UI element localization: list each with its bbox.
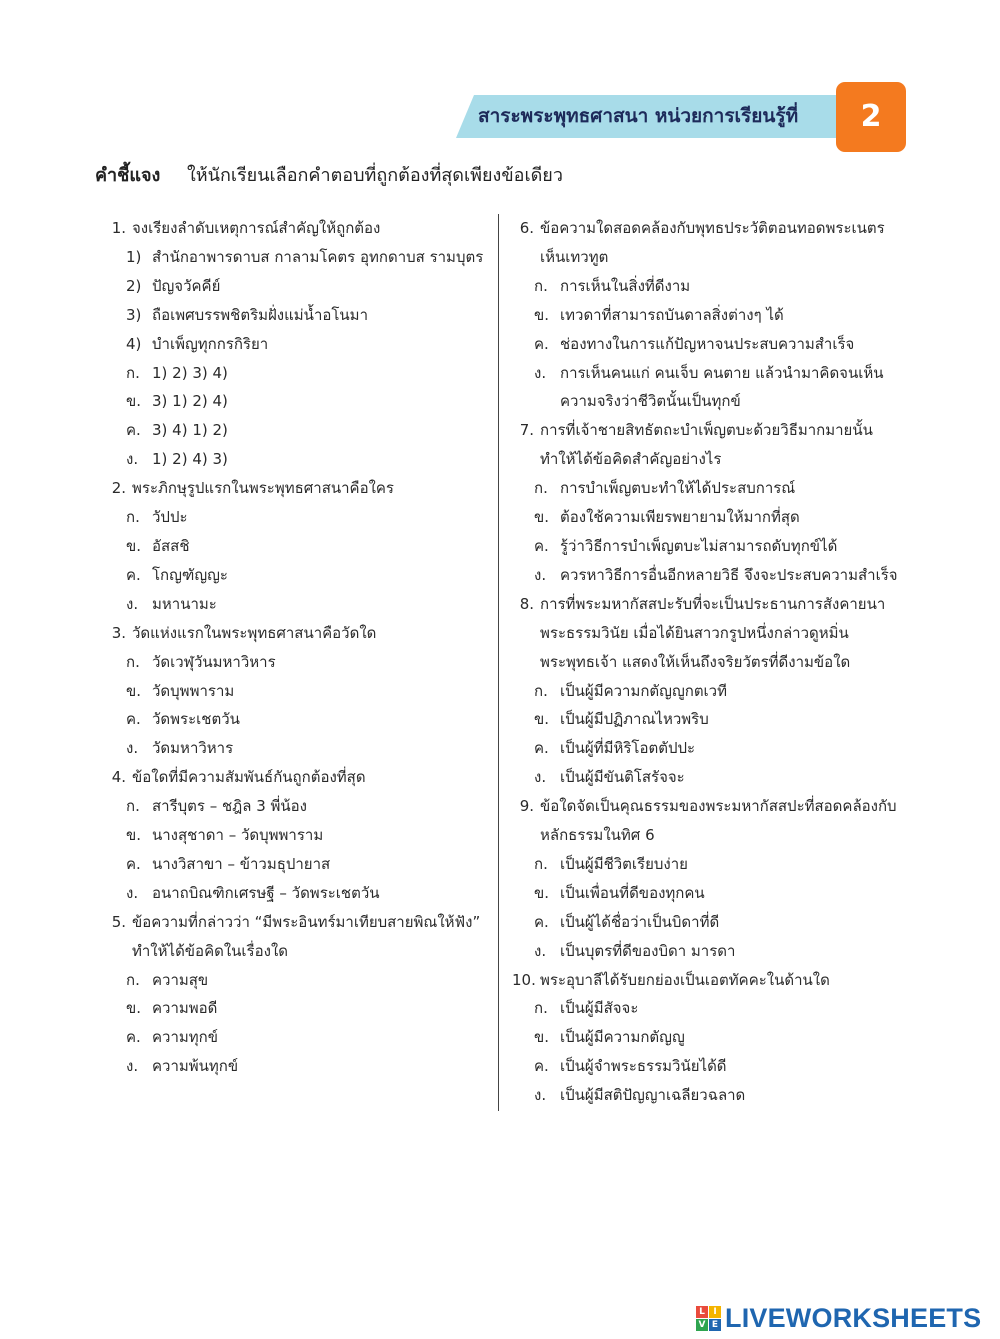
answer-option: [104, 821, 494, 850]
answer-option: [104, 445, 494, 474]
option-key: 4): [126, 334, 142, 353]
option-text: ความพ้นทุกข์: [152, 1057, 239, 1076]
option-key: 2): [126, 276, 142, 295]
option-text: วัดเวฬุวันมหาวิหาร: [152, 652, 276, 671]
answer-option: [104, 272, 494, 301]
question-number: 3.: [111, 623, 126, 642]
answer-option: [512, 677, 922, 706]
answer-option: [512, 532, 922, 561]
question-text: ข้อความที่กล่าวว่า “มีพระอินทร์มาเทียบสายพิณให้ฟัง”: [132, 912, 481, 931]
answer-option: [104, 532, 494, 561]
option-key: ข.: [126, 826, 142, 845]
unit-number-badge: 2: [836, 82, 906, 152]
option-text: 3) 1) 2) 4): [152, 392, 228, 411]
option-key: ก.: [126, 508, 140, 527]
watermark: [696, 1301, 981, 1335]
option-key: 1): [126, 247, 142, 266]
answer-option: [512, 1081, 922, 1110]
option-text: การบำเพ็ญตบะทำให้ได้ประสบการณ์: [560, 479, 796, 498]
option-key: ค.: [534, 334, 549, 353]
answer-option: [104, 590, 494, 619]
question-line: [512, 966, 922, 995]
question-text: ข้อใดจัดเป็นคุณธรรมของพระมหากัสสปะที่สอดคล้องกับ: [540, 797, 897, 816]
option-continuation: ความจริงว่าชีวิตนั้นเป็นทุกข์: [560, 392, 741, 411]
question-number: 6.: [519, 219, 534, 237]
option-text: วัดมหาวิหาร: [152, 739, 234, 758]
question-number: 8.: [519, 594, 534, 613]
question-line: [512, 214, 922, 243]
option-text: บำเพ็ญทุกกรกิริยา: [152, 334, 269, 353]
option-key: ค.: [534, 1057, 549, 1076]
option-text: อนาถบิณฑิกเศรษฐี – วัดพระเชตวัน: [152, 883, 380, 902]
answer-option: [104, 966, 494, 995]
option-key: ง.: [126, 1057, 139, 1076]
question-number: 4.: [111, 768, 126, 787]
option-text: วัปปะ: [152, 508, 188, 527]
option-text: เป็นผู้มีขันติโสรัจจะ: [560, 768, 685, 787]
answer-option: [104, 648, 494, 677]
option-key: ค.: [126, 854, 141, 873]
option-key: ง.: [126, 594, 139, 613]
option-key: ง.: [534, 941, 547, 960]
question-text: ข้อความใดสอดคล้องกับพุทธประวัติตอนทอดพระเนตร: [540, 219, 885, 237]
question-text: การที่เจ้าชายสิทธัตถะบำเพ็ญตบะด้วยวิธีมากมายนั้น: [540, 421, 873, 440]
answer-option: [104, 705, 494, 734]
question-number: 7.: [519, 421, 534, 440]
option-key: ค.: [126, 565, 141, 584]
option-text: การเห็นในสิ่งที่ดีงาม: [560, 276, 691, 295]
option-key: ค.: [126, 1028, 141, 1047]
option-key: ก.: [534, 276, 548, 295]
option-text: เป็นผู้ที่มีหิริโอตตัปปะ: [560, 739, 696, 758]
option-text: อัสสชิ: [152, 536, 190, 555]
answer-option: [104, 1023, 494, 1052]
option-key: ก.: [534, 854, 548, 873]
answer-option: [512, 763, 922, 792]
instructions-text: ให้นักเรียนเลือกคำตอบที่ถูกต้องที่สุดเพียงข้อเดียว: [187, 165, 563, 186]
question-number: 5.: [111, 912, 126, 931]
option-key: ง.: [534, 363, 547, 382]
question-line: [512, 590, 922, 619]
option-text: ความพอดี: [152, 999, 218, 1018]
answer-option: [512, 474, 922, 503]
answer-option: [512, 994, 922, 1023]
option-text: วัดบุพพาราม: [152, 681, 235, 700]
question-column-left: [104, 214, 494, 1081]
option-key: ข.: [126, 392, 142, 411]
answer-option: [104, 503, 494, 532]
option-text: เป็นเพื่อนที่ดีของทุกคน: [560, 883, 705, 902]
option-key: ข.: [534, 305, 550, 324]
answer-option: [512, 272, 922, 301]
option-text: เป็นผู้มีสัจจะ: [560, 999, 639, 1018]
option-text: นางวิสาขา – ข้าวมธุปายาส: [152, 854, 331, 873]
question-continuation: ทำให้ได้ข้อคิดสำคัญอย่างไร: [540, 450, 722, 469]
question-text: พระภิกษุรูปแรกในพระพุทธศาสนาคือใคร: [132, 479, 394, 498]
option-key: ก.: [126, 652, 140, 671]
option-text: เป็นผู้มีความกตัญญู: [560, 1028, 685, 1047]
option-text: เทวดาที่สามารถบันดาลสิ่งต่างๆ ได้: [560, 305, 784, 324]
answer-option: [104, 994, 494, 1023]
question-line: [104, 214, 494, 243]
option-text: สารีบุตร – ชฎิล 3 พี่น้อง: [152, 797, 307, 816]
column-divider: [498, 214, 499, 1111]
option-key: ง.: [534, 768, 547, 787]
option-key: ค.: [534, 912, 549, 931]
question-text: จงเรียงลำดับเหตุการณ์สำคัญให้ถูกต้อง: [132, 219, 381, 237]
answer-option: [512, 908, 922, 937]
option-key: ข.: [126, 536, 142, 555]
option-key: ก.: [534, 681, 548, 700]
option-key: ง.: [534, 1086, 547, 1105]
option-key: ข.: [534, 1028, 550, 1047]
question-column-right: [512, 214, 922, 1110]
option-key: ข.: [534, 710, 550, 729]
question-line: [104, 474, 494, 503]
instructions-label: คำชี้แจง: [95, 165, 161, 186]
option-text: เป็นผู้มีชีวิตเรียบง่าย: [560, 854, 688, 873]
answer-option: [512, 1052, 922, 1081]
option-key: ค.: [534, 536, 549, 555]
option-text: เป็นผู้มีความกตัญญูกตเวที: [560, 681, 727, 700]
answer-option: [104, 677, 494, 706]
answer-option: [104, 387, 494, 416]
answer-option: [104, 792, 494, 821]
option-key: ข.: [126, 999, 142, 1018]
option-text: ถือเพศบรรพชิตริมฝั่งแม่น้ำอโนมา: [152, 305, 368, 324]
option-text: ความสุข: [152, 970, 209, 989]
option-text: ความทุกข์: [152, 1028, 218, 1047]
option-text: โกญฑัญญะ: [152, 565, 228, 584]
question-continuation: พระพุทธเจ้า แสดงให้เห็นถึงจริยวัตรที่ดีงามข้อใด: [540, 652, 851, 671]
question-continuation: ทำให้ได้ข้อคิดในเรื่องใด: [132, 941, 289, 960]
question-continuation: หลักธรรมในทิศ 6: [540, 826, 655, 845]
option-key: ง.: [126, 883, 139, 902]
question-continuation: เห็นเทวทูต: [540, 247, 609, 266]
option-text: การเห็นคนแก่ คนเจ็บ คนตาย แล้วนำมาคิดจนเห็น: [560, 363, 884, 382]
option-key: ก.: [534, 479, 548, 498]
option-text: ช่องทางในการแก้ปัญหาจนประสบความสำเร็จ: [560, 334, 855, 353]
option-key: ค.: [126, 710, 141, 729]
option-key: ก.: [534, 999, 548, 1018]
question-number: 9.: [519, 797, 534, 816]
question-number: 10.: [512, 970, 536, 989]
option-key: ง.: [126, 450, 139, 469]
question-text: วัดแห่งแรกในพระพุทธศาสนาคือวัดใด: [132, 623, 377, 642]
option-text: 1) 2) 4) 3): [152, 450, 228, 469]
answer-option: [104, 1052, 494, 1081]
option-key: ข.: [126, 681, 142, 700]
answer-option: [104, 243, 494, 272]
answer-option: [512, 879, 922, 908]
option-key: ง.: [534, 565, 547, 584]
option-text: 1) 2) 3) 4): [152, 363, 228, 382]
answer-option: [512, 503, 922, 532]
question-line: [512, 416, 922, 445]
answer-option: [104, 416, 494, 445]
answer-option: [512, 359, 922, 388]
subject-title: สาระพระพุทธศาสนา หน่วยการเรียนรู้ที่: [478, 105, 799, 127]
answer-option: [104, 734, 494, 763]
answer-option: [512, 1023, 922, 1052]
answer-option: [104, 301, 494, 330]
question-line: [104, 908, 494, 937]
question-line: [104, 619, 494, 648]
option-key: ข.: [534, 883, 550, 902]
option-text: เป็นผู้มีปฏิภาณไหวพริบ: [560, 710, 709, 729]
question-text: ข้อใดที่มีความสัมพันธ์กันถูกต้องที่สุด: [132, 768, 366, 787]
instructions: [95, 160, 563, 189]
answer-option: [512, 705, 922, 734]
option-key: ก.: [126, 797, 140, 816]
option-text: ควรหาวิธีการอื่นอีกหลายวิธี จึงจะประสบความสำเร็จ: [560, 565, 898, 584]
question-line: [512, 792, 922, 821]
question-continuation: พระธรรมวินัย เมื่อได้ยินสาวกรูปหนึ่งกล่าวดูหมิ่น: [540, 623, 849, 642]
option-text: นางสุชาดา – วัดบุพพาราม: [152, 826, 324, 845]
answer-option: [512, 301, 922, 330]
answer-option: [512, 937, 922, 966]
answer-option: [104, 330, 494, 359]
option-text: วัดพระเชตวัน: [152, 710, 240, 729]
option-text: ปัญจวัคคีย์: [152, 276, 221, 295]
option-key: ก.: [126, 970, 140, 989]
option-text: รู้ว่าวิธีการบำเพ็ญตบะไม่สามารถดับทุกข์ได้: [560, 536, 838, 555]
option-key: ก.: [126, 363, 140, 382]
option-key: ค.: [534, 739, 549, 758]
option-text: ต้องใช้ความเพียรพยายามให้มากที่สุด: [560, 508, 800, 527]
option-text: เป็นผู้มีสติปัญญาเฉลียวฉลาด: [560, 1086, 746, 1105]
option-text: เป็นผู้ได้ชื่อว่าเป็นบิดาที่ดี: [560, 912, 720, 931]
answer-option: [104, 561, 494, 590]
answer-option: [104, 850, 494, 879]
question-number: 2.: [111, 479, 126, 498]
option-text: สำนักอาพารดาบส กาลามโคตร อุทกดาบส รามบุตร: [152, 247, 484, 266]
question-number: 1.: [111, 219, 126, 237]
option-text: มหานามะ: [152, 594, 217, 613]
watermark-text: LIVEWORKSHEETS: [725, 1302, 982, 1333]
option-text: เป็นบุตรที่ดีของบิดา มารดา: [560, 941, 736, 960]
question-text: พระอุบาลีได้รับยกย่องเป็นเอตทัคคะในด้านใด: [540, 970, 830, 989]
answer-option: [512, 850, 922, 879]
option-text: 3) 4) 1) 2): [152, 421, 228, 440]
option-key: 3): [126, 305, 142, 324]
option-key: ข.: [534, 508, 550, 527]
option-key: ง.: [126, 739, 139, 758]
question-text: การที่พระมหากัสสปะรับที่จะเป็นประธานการสังคายนา: [540, 594, 886, 613]
liveworksheets-logo-icon: L I V E: [696, 1306, 721, 1331]
answer-option: [512, 330, 922, 359]
answer-option: [104, 359, 494, 388]
answer-option: [104, 879, 494, 908]
option-text: เป็นผู้จำพระธรรมวินัยได้ดี: [560, 1057, 727, 1076]
answer-option: [512, 561, 922, 590]
option-key: ค.: [126, 421, 141, 440]
answer-option: [512, 734, 922, 763]
question-line: [104, 763, 494, 792]
